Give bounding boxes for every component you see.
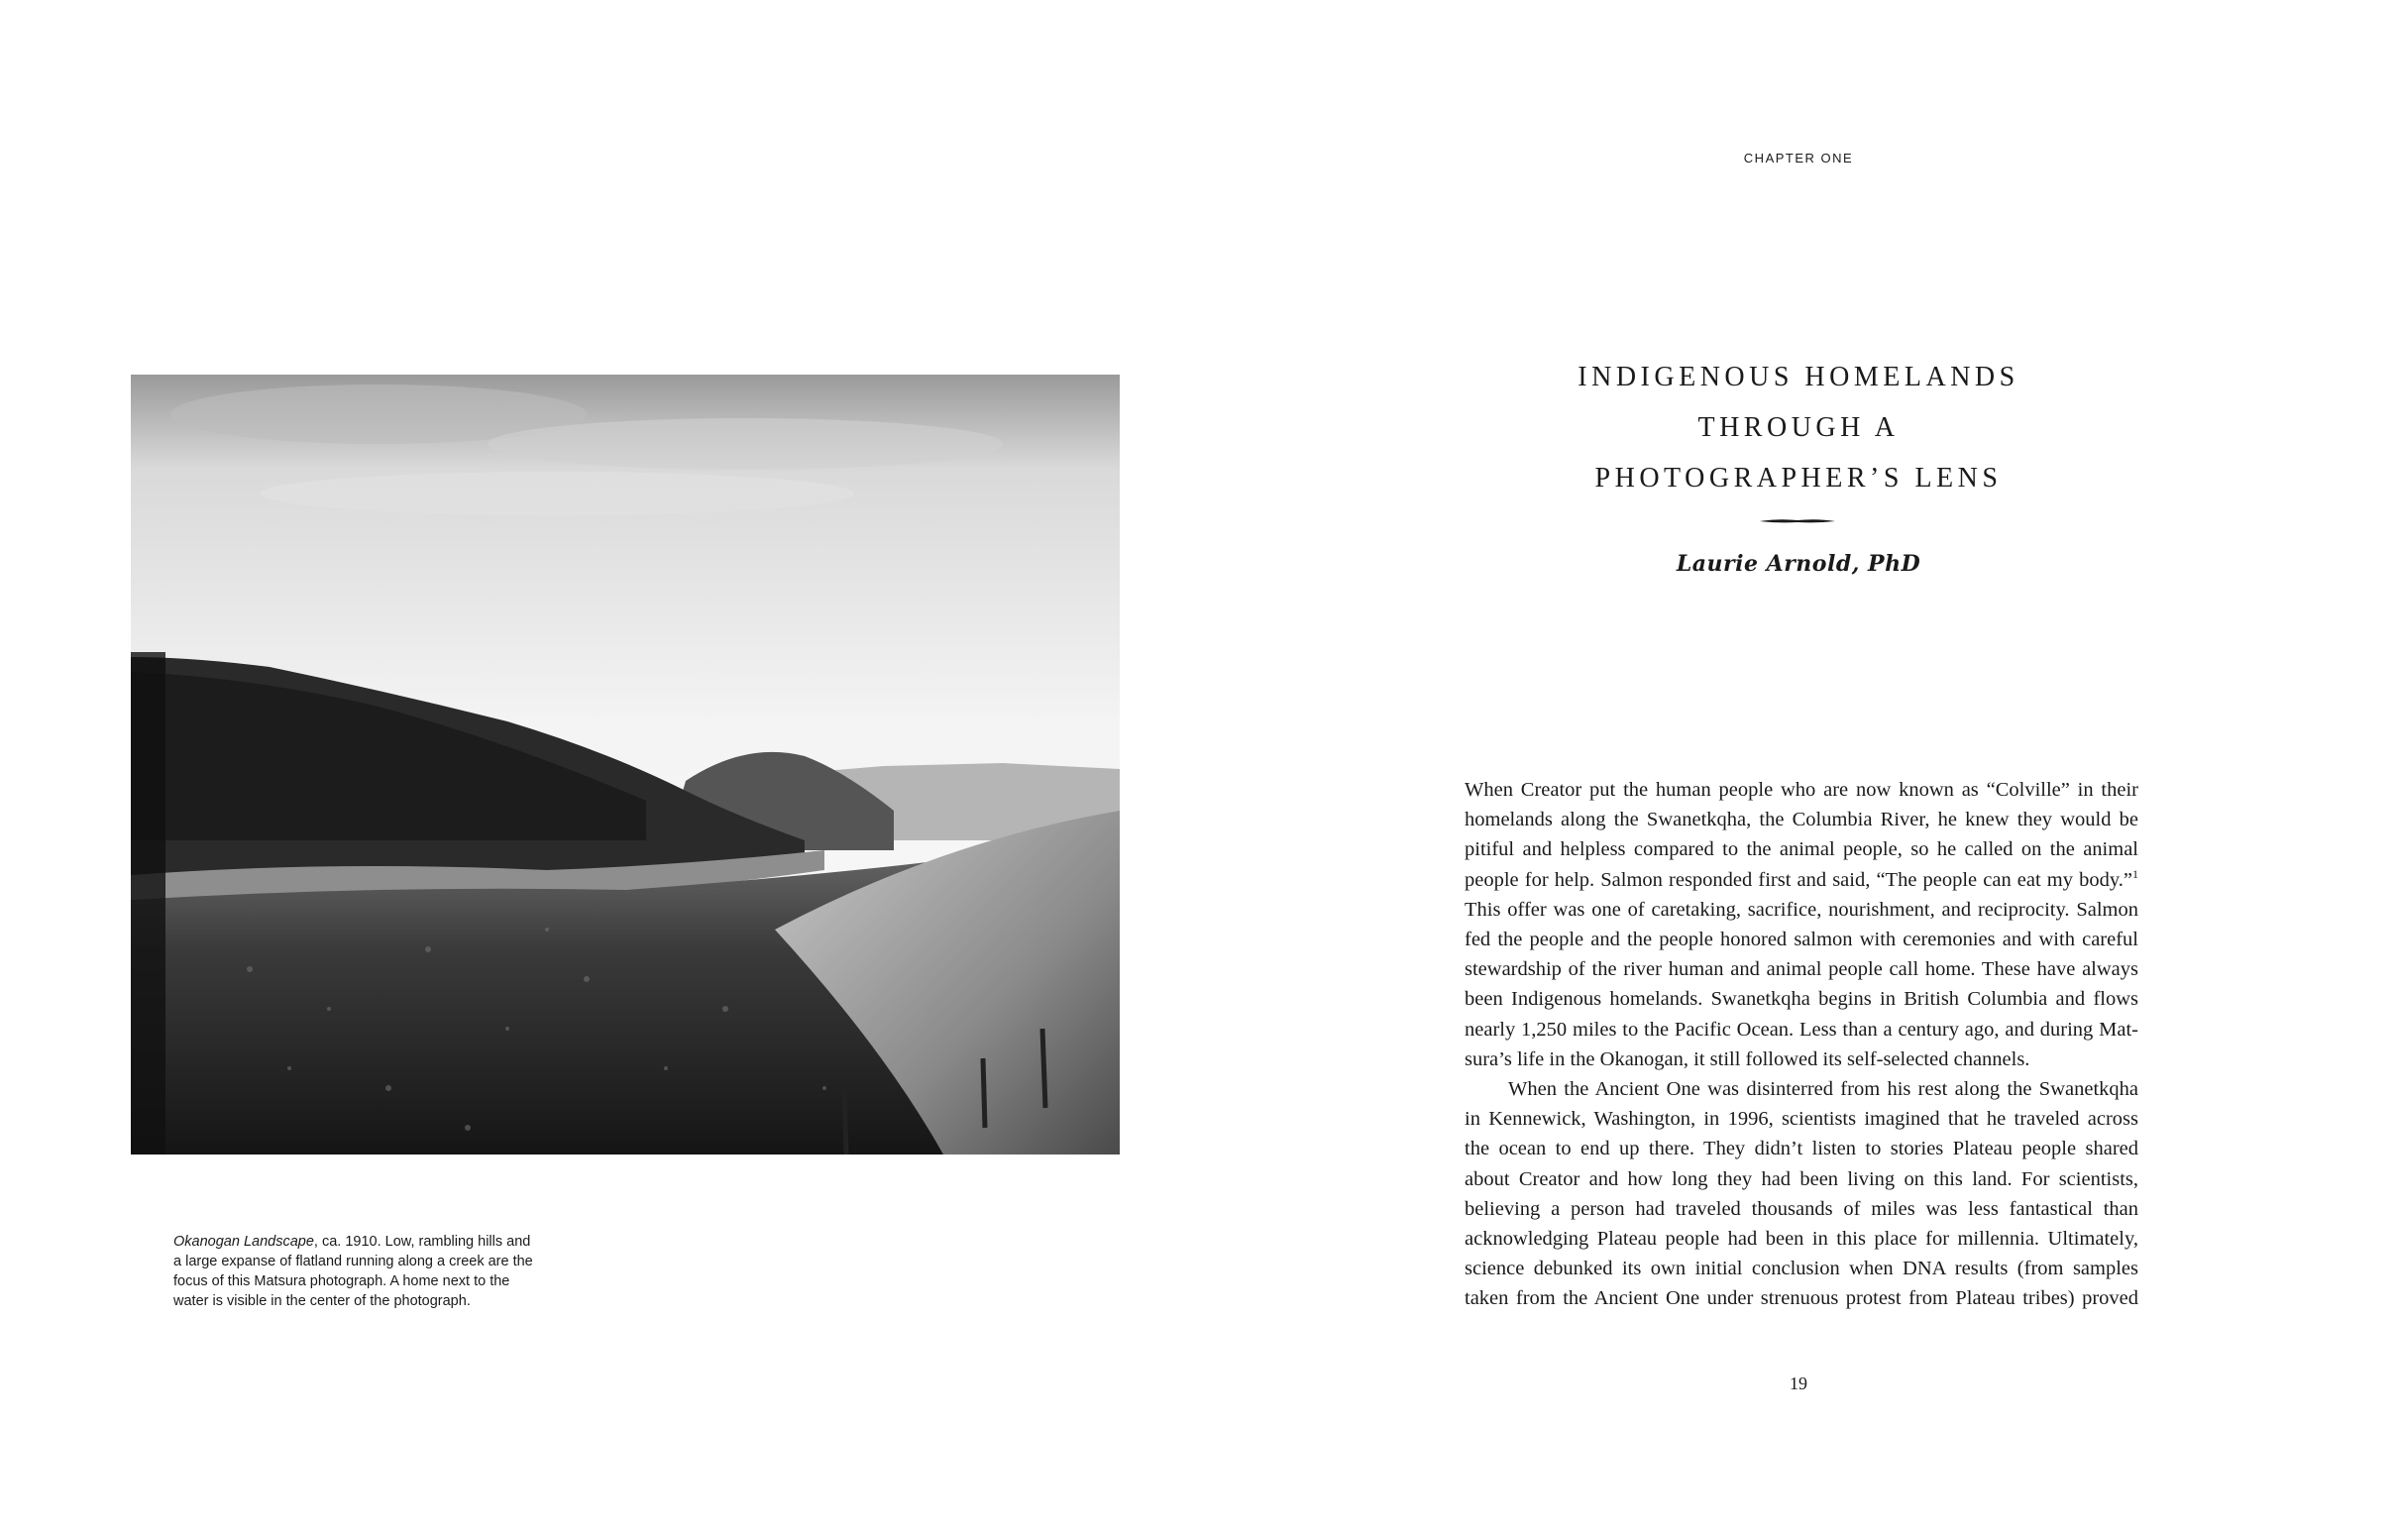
footnote-marker: 1 [2132,866,2138,881]
chapter-label: CHAPTER ONE [1743,151,1854,165]
landscape-photo-image [131,375,1120,1155]
body-line: believing a person had traveled thousands of miles was less fantastical than [1465,1197,2138,1220]
caption-line: water is visible in the center of the photograph. [173,1293,471,1309]
body-line: acknowledging Plateau people had been in this place for millennia. Ultimately, [1465,1228,2138,1251]
caption-line: focus of this Matsura photograph. A home next to the [173,1273,510,1289]
body-line: nearly 1,250 miles to the Pacific Ocean. Less than a century ago, and during Mat- [1465,1018,2138,1041]
caption-title: Okanogan Landscape [173,1234,314,1250]
chapter-title [1437,352,2160,503]
chapter-title-line: PHOTOGRAPHER’S LENS [1594,463,2003,494]
body-line: sura’s life in the Okanogan, it still followed its self-selected channels. [1465,1047,2030,1070]
body-line: in Kennewick, Washington, in 1996, scientists imagined that he traveled across [1465,1108,2138,1131]
body-text [1465,775,2138,1314]
body-line: pitiful and helpless compared to the animal people, so he called on the animal [1465,838,2138,861]
body-line: been Indigenous homelands. Swanetkqha begins in British Columbia and flows [1465,988,2138,1011]
body-line [1465,865,2138,895]
body-line: about Creator and how long they had been living on this land. For scientists, [1465,1167,2138,1190]
page-number: 19 [1790,1374,1807,1393]
body-line: science debunked its own initial conclusion when DNA results (from samples [1465,1258,2138,1280]
chapter-author: Laurie Arnold, PhD [1676,551,1921,577]
body-line: taken from the Ancient One under strenuous protest from Plateau tribes) proved [1465,1287,2138,1310]
body-line: fed the people and the people honored salmon with ceremonies and with careful [1465,929,2138,951]
photo-caption [173,1232,580,1311]
landscape-photograph [131,375,1120,1155]
chapter-title-line: THROUGH A [1697,412,1900,443]
title-ornament [1758,515,1837,527]
caption-line: , ca. 1910. Low, rambling hills and [313,1234,531,1250]
body-line: the ocean to end up there. They didn’t listen to stories Plateau people shared [1465,1138,2138,1160]
body-line-text: people for help. Salmon responded first and said, “The people can eat my body.” [1465,868,2132,891]
chapter-title-line: INDIGENOUS HOMELANDS [1578,362,2019,392]
body-line: stewardship of the river human and animal people call home. These have always [1465,958,2138,981]
body-line: When the Ancient One was disinterred from his rest along the Swanetkqha [1508,1078,2138,1101]
body-line: When Creator put the human people who are now known as “Colville” in their [1465,779,2138,801]
caption-line: a large expanse of flatland running along a creek are the [173,1254,533,1269]
body-line: homelands along the Swanetkqha, the Columbia River, he knew they would be [1465,809,2138,831]
body-line: This offer was one of caretaking, sacrifice, nourishment, and reciprocity. Salmon [1465,898,2138,921]
